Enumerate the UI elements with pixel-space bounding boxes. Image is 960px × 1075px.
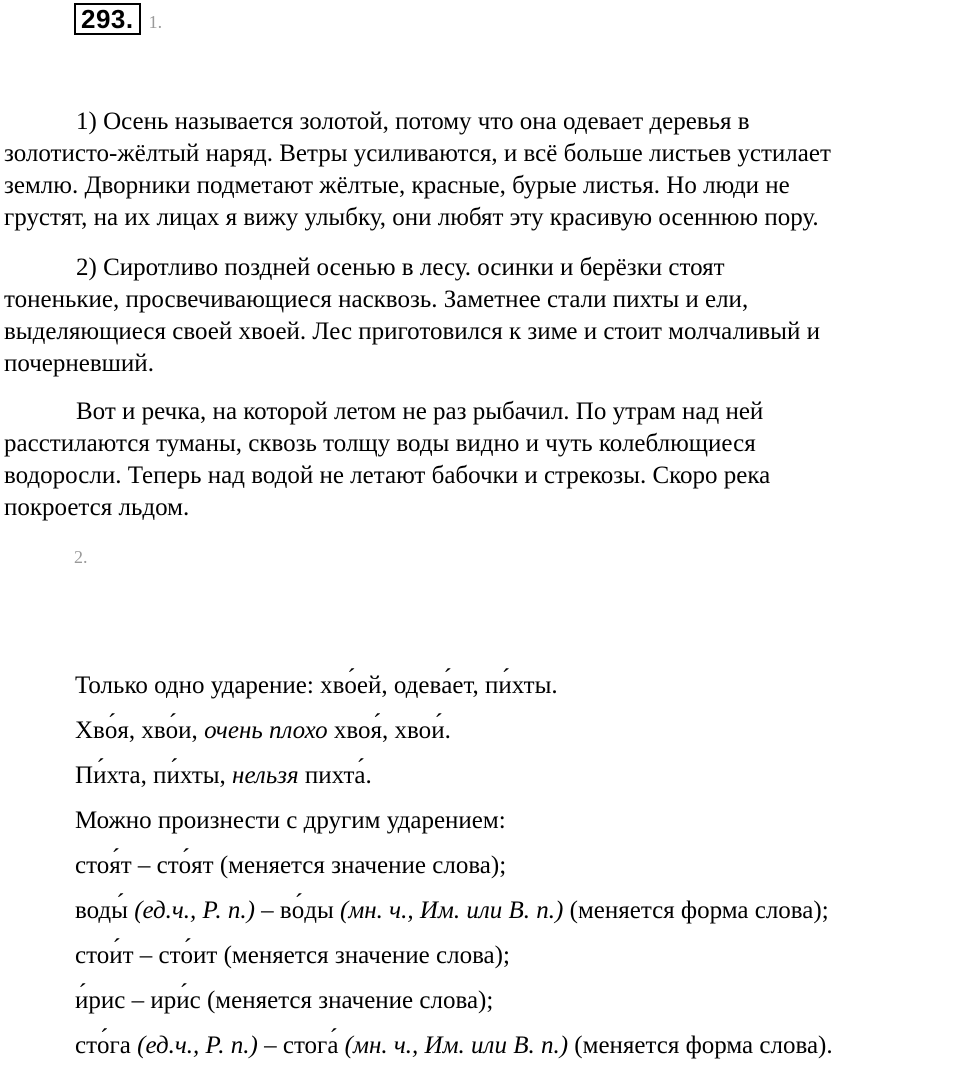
stress-line <box>75 985 833 1030</box>
text-run: т – ст <box>120 852 179 879</box>
text-run: ст <box>75 1032 98 1059</box>
text-run: рис – ир <box>88 987 177 1014</box>
stress-line <box>75 760 833 805</box>
italic-note: (мн. ч., Им. или В. п.) <box>344 1032 569 1059</box>
exercise-header <box>74 3 162 37</box>
paragraph-1-line: землю. Дворники подметают жёлтые, красные, бурые листья. Но люди не <box>4 172 790 199</box>
text-run: – стог <box>257 1032 328 1059</box>
text-run: хты. <box>511 672 558 699</box>
stress-line <box>75 850 833 895</box>
stressed-vowel: а ´ <box>327 1030 338 1062</box>
stress-line <box>75 805 833 850</box>
text-run: ей, одев <box>356 672 442 699</box>
stressed-vowel: о ´ <box>105 715 118 747</box>
stress-line <box>75 1030 833 1075</box>
italic-note: (мн. ч., Им. или В. п.) <box>340 897 564 924</box>
text-run: ды <box>304 897 340 924</box>
text-run: Только одно ударение: хв <box>75 672 345 699</box>
italic-note: очень плохо <box>204 717 328 744</box>
paragraph-2-line: выделяющиеся своей хвоей. Лес приготовился к зиме и стоит молчаливый и <box>4 318 820 345</box>
stressed-vowel: и ´ <box>75 985 88 1017</box>
paragraph-2 <box>4 252 960 380</box>
exercise-number: 293. <box>74 3 141 35</box>
italic-note: (ед.ч., Р. п.) <box>137 1032 258 1059</box>
stress-line <box>75 895 833 940</box>
text-run: и, <box>178 717 205 744</box>
paragraph-2-line: почерневший. <box>4 350 154 377</box>
stressed-vowel: я ´ <box>371 715 383 747</box>
stressed-vowel: и ´ <box>498 670 511 702</box>
text-run: я, хв <box>117 717 166 744</box>
paragraph-3-line: водоросли. Теперь над водой не летают бабочки и стрекозы. Скоро река <box>4 462 771 489</box>
text-run: сто <box>75 852 110 879</box>
paragraph-1 <box>4 106 960 234</box>
paragraph-3-line: расстилаются туманы, сквозь толщу воды видно и чуть колеблющиеся <box>4 430 756 457</box>
paragraph-3-line: покроется льдом. <box>4 494 190 521</box>
text-run: хты, <box>179 762 233 789</box>
italic-note: нельзя <box>232 762 299 789</box>
stressed-vowel: ы ´ <box>111 895 128 927</box>
stress-line <box>75 715 833 760</box>
text-run: пихт <box>298 762 355 789</box>
text-run: га <box>109 1032 138 1059</box>
text-run: хво <box>327 717 371 744</box>
stressed-vowel: о ´ <box>344 670 357 702</box>
text-run: с (меняется значение слова); <box>189 987 494 1014</box>
paragraph-3-line: Вот и речка, на которой летом не раз рыбачил. По утрам над ней <box>76 398 764 425</box>
stressed-vowel: о ´ <box>97 1030 110 1062</box>
stressed-vowel: и ´ <box>176 985 189 1017</box>
task-1-marker: 1. <box>148 12 163 32</box>
text-run: (меняется форма слова); <box>563 897 829 924</box>
task-2-marker: 2. <box>74 547 88 567</box>
text-run: т – ст <box>122 942 181 969</box>
stressed-vowel: а ´ <box>354 760 365 792</box>
text-run: сто <box>75 942 110 969</box>
text-run: , хво <box>382 717 432 744</box>
text-run: ит (меняется значение слова); <box>193 942 510 969</box>
stressed-vowel: о ´ <box>292 895 305 927</box>
text-run: – в <box>254 897 292 924</box>
stressed-vowel: о ´ <box>179 850 192 882</box>
text-run: вод <box>75 897 112 924</box>
stressed-vowel: а ´ <box>441 670 452 702</box>
text-run: Хв <box>75 717 105 744</box>
paragraph-1-line: 1) Осень называется золотой, потому что она одевает деревья в <box>76 108 750 135</box>
stressed-vowel: и ´ <box>167 760 180 792</box>
paragraph-2-line: 2) Сиротливо поздней осенью в лесу. осинки и берёзки стоят <box>76 254 725 281</box>
stressed-vowel: и ´ <box>93 760 106 792</box>
paragraph-1-line: грустят, на их лицах я вижу улыбку, они любят эту красивую осеннюю пору. <box>4 204 819 231</box>
stress-line <box>75 670 833 715</box>
text-run: ет, п <box>452 672 499 699</box>
text-run: П <box>75 762 94 789</box>
stressed-vowel: я ´ <box>109 850 121 882</box>
text-run: . <box>444 717 451 744</box>
paragraph-3 <box>4 396 960 524</box>
stress-analysis <box>75 670 833 1075</box>
text-run: ят (меняется значение слова); <box>191 852 507 879</box>
paragraph-1-line: золотисто-жёлтый наряд. Ветры усиливаются, и всё больше листьев устилает <box>4 140 831 167</box>
text-run: Можно произнести с другим ударением: <box>75 807 506 834</box>
stress-line <box>75 940 833 985</box>
stressed-vowel: и ´ <box>431 715 444 747</box>
stressed-vowel: о ´ <box>181 940 194 972</box>
paragraph-2-line: тоненькие, просвечивающиеся насквозь. Заметнее стали пихты и ели, <box>4 286 749 313</box>
text-run: . <box>365 762 372 789</box>
text-run: (меняется форма слова). <box>568 1032 833 1059</box>
text-run: хта, п <box>106 762 167 789</box>
italic-note: (ед.ч., Р. п.) <box>134 897 255 924</box>
stressed-vowel: и ´ <box>109 940 122 972</box>
stressed-vowel: о ´ <box>166 715 179 747</box>
